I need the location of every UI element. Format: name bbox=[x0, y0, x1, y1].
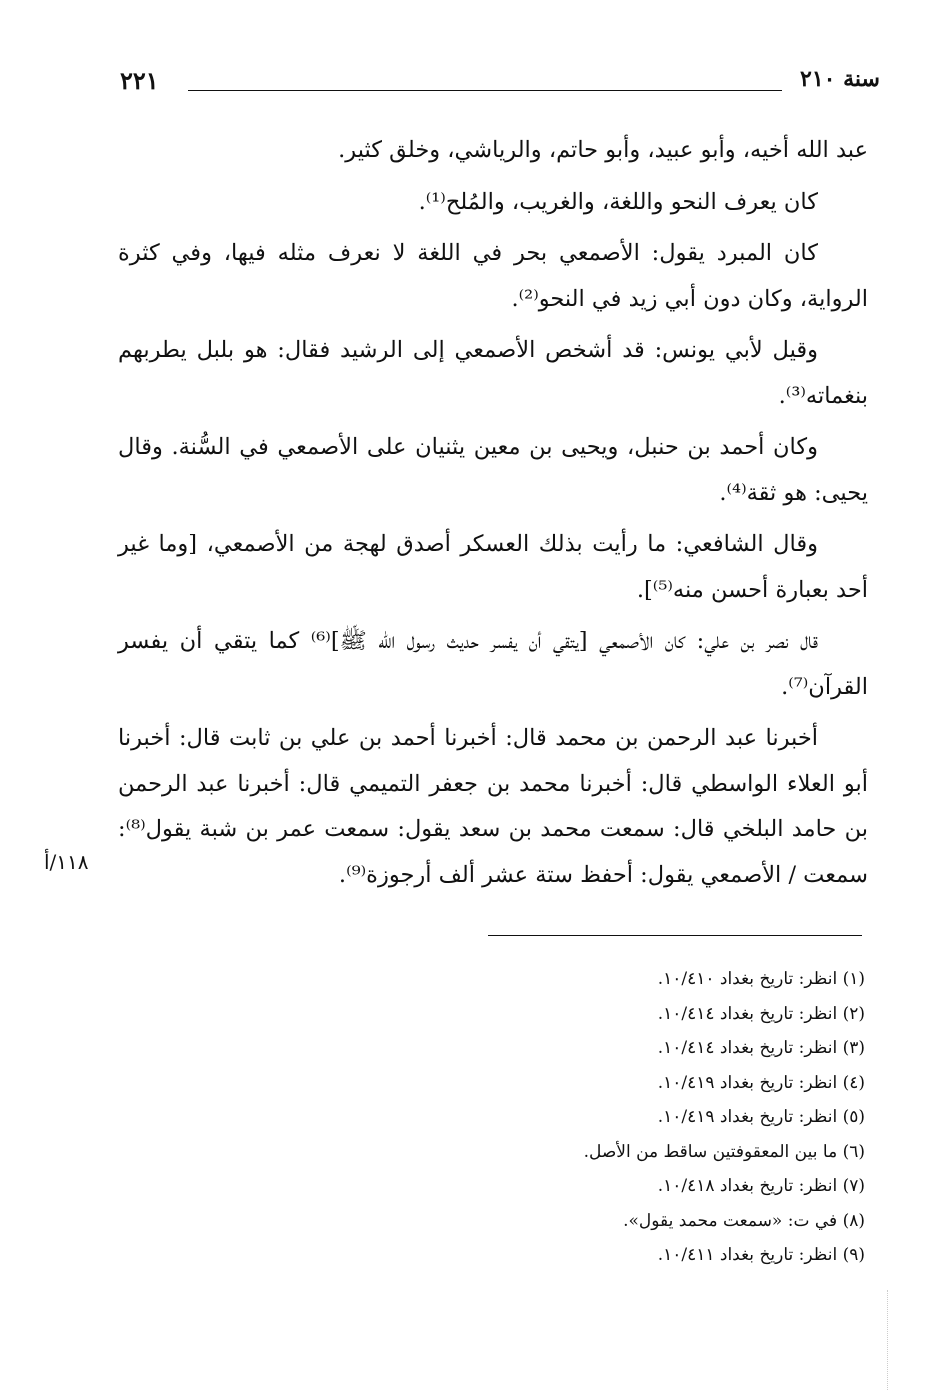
footnotes-list bbox=[300, 962, 865, 1273]
footnote: (٩) انظر: تاريخ بغداد ١٠/٤١١. bbox=[657, 1245, 865, 1265]
footnote: (٦) ما بين المعقوفتين ساقط من الأصل. bbox=[583, 1141, 865, 1162]
manuscript-folio-note: ١١٨/أ bbox=[44, 850, 89, 874]
paragraph: كان المبرد يقول: الأصمعي بحر في اللغة لا نعرف مثله فيها، وفي كثرة الرواية، وكان دون أبي زيد في النحو⁽²⁾. bbox=[118, 240, 868, 312]
main-text bbox=[118, 128, 868, 904]
paragraph: عبد الله أخيه، وأبو عبيد، وأبو حاتم، والرياشي، وخلق كثير. bbox=[338, 137, 868, 163]
page-edge-mark bbox=[887, 1290, 889, 1390]
footnote: (٤) انظر: تاريخ بغداد ١٠/٤١٩. bbox=[657, 1072, 865, 1093]
footnote: (٢) انظر: تاريخ بغداد ١٠/٤١٤. bbox=[657, 1003, 865, 1024]
footnote: (٥) انظر: تاريخ بغداد ١٠/٤١٩. bbox=[657, 1107, 865, 1127]
footnote: (٧) انظر: تاريخ بغداد ١٠/٤١٨. bbox=[657, 1176, 865, 1196]
paragraph: أخبرنا عبد الرحمن بن محمد قال: أخبرنا أحمد بن علي بن ثابت قال: أخبرنا أبو العلاء الواسطي قال: أخبرنا محمد بن جعفر التميمي قال: أخبرنا عبد الرحمن بن حامد البلخي قال: سمعت محمد بن سعد يقول: سمعت عمر بن شبة يقول⁽⁸⁾: سمعت / الأصمعي يقول: أحفظ ستة عشر ألف أرجوزة⁽⁹⁾. bbox=[118, 725, 868, 888]
paragraph: وقيل لأبي يونس: قد أشخص الأصمعي إلى الرشيد فقال: هو بلبل يطربهم بنغماته⁽³⁾. bbox=[118, 337, 868, 409]
footnote: (١) انظر: تاريخ بغداد ١٠/٤١٠. bbox=[657, 969, 865, 989]
header-year: سنة ٢١٠ bbox=[800, 66, 880, 92]
page-number: ٢٢١ bbox=[120, 66, 159, 95]
running-header bbox=[120, 62, 880, 102]
paragraph: وكان أحمد بن حنبل، ويحيى بن معين يثنيان على الأصمعي في السُّنة. وقال يحيى: هو ثقة⁽⁴⁾. bbox=[118, 434, 868, 506]
footnote: (٣) انظر: تاريخ بغداد ١٠/٤١٤. bbox=[657, 1038, 865, 1058]
header-rule bbox=[188, 90, 782, 91]
paragraph: كان يعرف النحو واللغة، والغريب، والمُلح⁽¹⁾. bbox=[418, 188, 818, 215]
footnote-separator bbox=[488, 935, 862, 936]
paragraph: وقال الشافعي: ما رأيت بذلك العسكر أصدق لهجة من الأصمعي، [وما غير أحد بعبارة أحسن منه⁽⁵⁾]. bbox=[118, 531, 868, 603]
footnote: (٨) في ت: «سمعت محمد يقول». bbox=[623, 1210, 865, 1231]
paragraph: قال نصر بن علي: كان الأصمعي [يتقي أن يفسر حديث رسول الله ﷺ]⁽⁶⁾ كما يتقي أن يفسر القرآن⁽⁷⁾. bbox=[118, 628, 868, 700]
